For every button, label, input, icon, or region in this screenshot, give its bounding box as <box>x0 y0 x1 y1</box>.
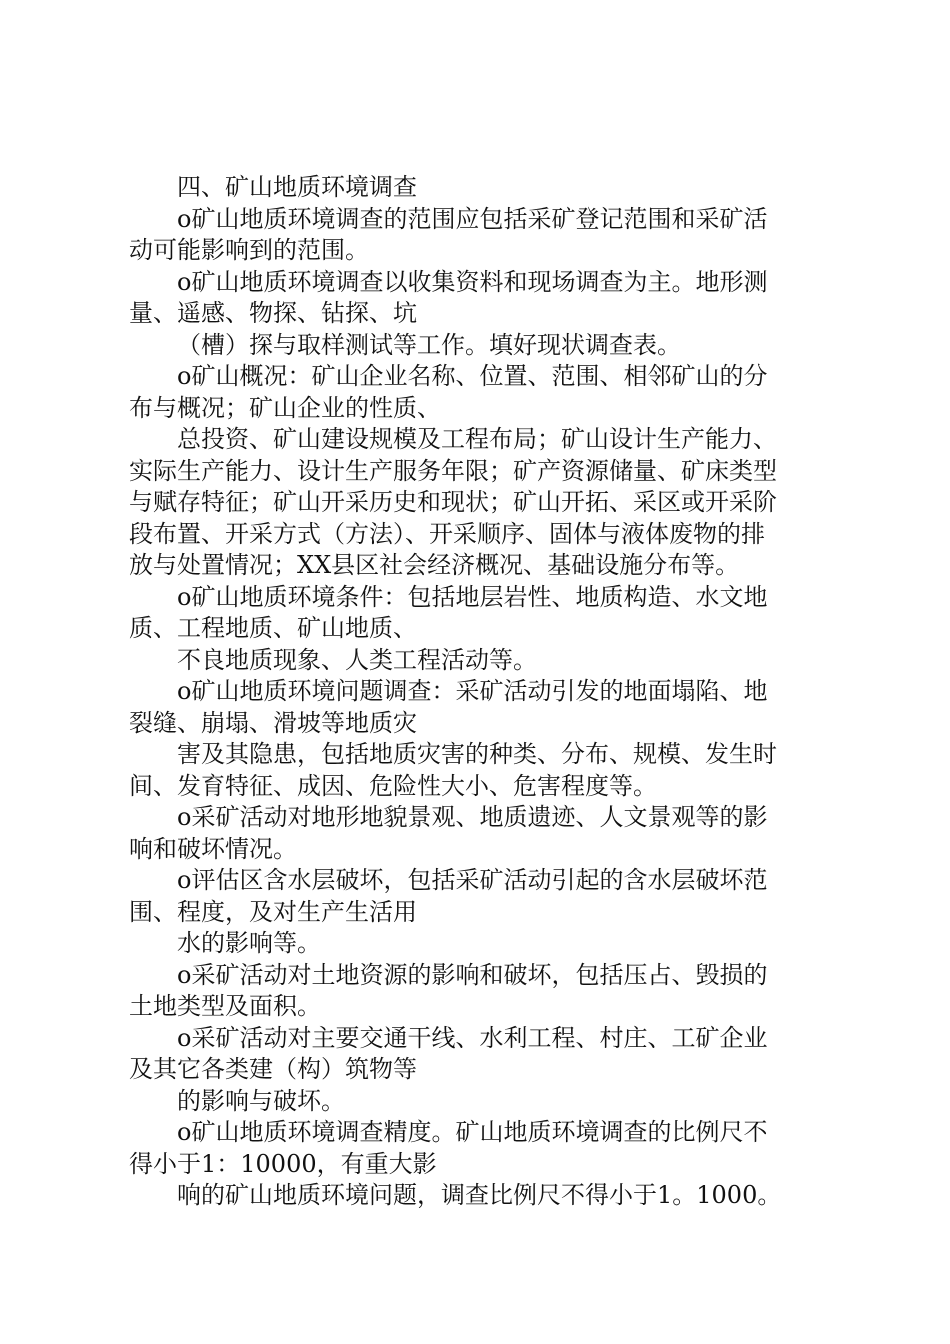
document-line: o矿山概况：矿山企业名称、位置、范围、相邻矿山的分 <box>177 362 768 390</box>
document-line: 四、矿山地质环境调查 <box>177 173 417 201</box>
document-line: 及其它各类建（构）筑物等 <box>129 1055 417 1083</box>
document-line: 得小于1：10000，有重大影 <box>129 1149 437 1178</box>
document-line: o矿山地质环境调查精度。矿山地质环境调查的比例尺不 <box>177 1118 768 1146</box>
document-line: o评估区含水层破坏，包括采矿活动引起的含水层破坏范 <box>177 866 768 894</box>
document-line: 总投资、矿山建设规模及工程布局；矿山设计生产能力、 <box>177 425 777 453</box>
document-line: o矿山地质环境调查的范围应包括采矿登记范围和采矿活 <box>177 204 768 233</box>
document-line: 不良地质现象、人类工程活动等。 <box>177 645 537 674</box>
document-line: o矿山地质环境调查以收集资料和现场调查为主。地形测 <box>177 267 768 296</box>
document-line: 害及其隐患，包括地质灾害的种类、分布、规模、发生时 <box>177 740 777 768</box>
document-line: 段布置、开采方式（方法）、开采顺序、固体与液体废物的排 <box>129 519 765 548</box>
document-line: 间、发育特征、成因、危险性大小、危害程度等。 <box>129 771 657 800</box>
document-line: 围、程度，及对生产生活用 <box>129 897 417 926</box>
document-line: 响和破坏情况。 <box>129 834 297 863</box>
document-line: 响的矿山地质环境问题，调查比例尺不得小于1。1000。 <box>177 1181 782 1209</box>
document-line: 质、工程地质、矿山地质、 <box>129 614 417 642</box>
document-line: 放与处置情况；XX县区社会经济概况、基础设施分布等。 <box>129 551 740 579</box>
document-line: 动可能影响到的范围。 <box>129 236 369 264</box>
document-line: 的影响与破坏。 <box>177 1086 345 1115</box>
document-line: 布与概况；矿山企业的性质、 <box>129 393 441 422</box>
document-line: o矿山地质环境问题调查：采矿活动引发的地面塌陷、地 <box>177 677 768 705</box>
document-line: 量、遥感、物探、钻探、坑 <box>129 299 417 327</box>
document-line: 与赋存特征；矿山开采历史和现状；矿山开拓、采区或开采阶 <box>129 488 777 516</box>
document-line: 实际生产能力、设计生产服务年限；矿产资源储量、矿床类型 <box>129 456 777 485</box>
document-line: o采矿活动对土地资源的影响和破坏，包括压占、毁损的 <box>177 960 768 989</box>
document-line: o采矿活动对地形地貌景观、地质遗迹、人文景观等的影 <box>177 803 768 831</box>
document-line: （槽）探与取样测试等工作。填好现状调查表。 <box>177 330 681 359</box>
document-line: o矿山地质环境条件：包括地层岩性、地质构造、水文地 <box>177 582 768 611</box>
document-body <box>129 172 831 1212</box>
document-line: o采矿活动对主要交通干线、水利工程、村庄、工矿企业 <box>177 1023 768 1052</box>
document-line: 水的影响等。 <box>177 929 321 957</box>
document-line: 土地类型及面积。 <box>129 992 321 1020</box>
document-line: 裂缝、崩塌、滑坡等地质灾 <box>129 708 417 737</box>
